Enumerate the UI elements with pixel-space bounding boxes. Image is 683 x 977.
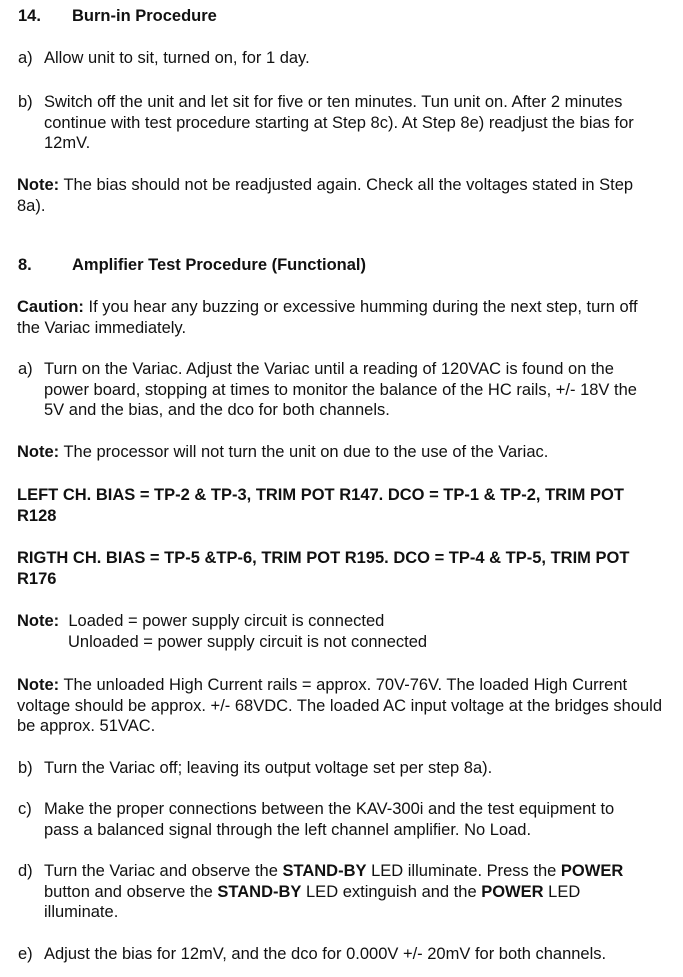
list-text: Switch off the unit and let sit for five or ten minutes. Tun unit on. After 2 minutes continue with test procedure starting at Step 8c). At Step 8e) readjust the bias for 12mV. xyxy=(44,93,634,152)
note-loaded-line: Loaded = power supply circuit is connected xyxy=(68,612,385,630)
text-run: LED extinguish and the xyxy=(301,882,482,901)
list-text xyxy=(44,861,658,923)
text-run: button and observe the xyxy=(44,882,218,901)
note-text: The unloaded High Current rails = approx. 70V-76V. The loaded High Current voltage should be approx. +/- 68VDC. The loaded AC input voltage at the bridges should be approx. 51VAC. xyxy=(17,676,662,735)
power-term: POWER xyxy=(481,882,544,901)
stand-by-term: STAND-BY xyxy=(282,862,367,880)
note-text: The processor will not turn the unit on due to the use of the Variac. xyxy=(59,443,549,461)
text-run: LED illuminate. Press the xyxy=(366,862,561,880)
list-text: Turn on the Variac. Adjust the Variac until a reading of 120VAC is found on the power board, stopping at times to monitor the balance of the HC rails, +/- 18V the 5V and the bias, and the dco for both channels. xyxy=(44,360,637,419)
section-title: Burn-in Procedure xyxy=(72,7,217,25)
list-item-8e xyxy=(18,944,678,965)
list-item-8d xyxy=(18,861,658,923)
section-number: 8. xyxy=(18,256,32,274)
note-unloaded-line: Unloaded = power supply circuit is not connected xyxy=(68,632,428,651)
note-label: Note: xyxy=(17,612,60,630)
left-channel-bias: LEFT CH. BIAS = TP-2 & TP-3, TRIM POT R147. DCO = TP-1 & TP-2, TRIM POT R128 xyxy=(17,486,624,525)
caution-text: If you hear any buzzing or excessive humming during the next step, turn off the Variac immediately. xyxy=(17,298,638,337)
list-text: Turn the Variac off; leaving its output voltage set per step 8a). xyxy=(44,759,493,777)
section-8-heading xyxy=(18,255,366,276)
list-label: d) xyxy=(18,862,33,880)
note-label: Note: xyxy=(17,676,60,694)
note-text: The bias should not be readjusted again. Check all the voltages stated in Step 8a). xyxy=(17,176,634,215)
note-14 xyxy=(17,175,657,216)
note-label: Note: xyxy=(17,176,60,194)
section-number: 14. xyxy=(18,7,41,25)
note-processor xyxy=(17,442,667,463)
list-item-8b xyxy=(18,758,668,779)
list-item-14a xyxy=(18,48,668,69)
text-run: LED illuminate. xyxy=(44,882,581,921)
stand-by-term: STAND-BY xyxy=(217,882,302,901)
note-high-current xyxy=(17,675,662,737)
power-term: POWER xyxy=(560,862,624,880)
caution-paragraph xyxy=(17,297,647,338)
text-run: Turn the Variac and observe the xyxy=(44,862,283,880)
note-label: Note: xyxy=(17,443,60,461)
list-label: a) xyxy=(18,360,33,378)
section-title: Amplifier Test Procedure (Functional) xyxy=(72,256,366,274)
note-loaded-unloaded xyxy=(17,611,667,652)
list-label: b) xyxy=(18,93,33,111)
list-item-8a xyxy=(18,359,646,421)
caution-label: Caution: xyxy=(17,298,84,316)
list-label: c) xyxy=(18,800,32,818)
list-text: Make the proper connections between the KAV-300i and the test equipment to pass a balanced signal through the left channel amplifier. No Load. xyxy=(44,800,615,839)
list-item-14b xyxy=(18,92,638,154)
list-label: e) xyxy=(18,945,33,963)
list-label: b) xyxy=(18,759,33,777)
list-label: a) xyxy=(18,49,33,67)
section-14-heading xyxy=(18,6,217,27)
right-channel-bias: RIGTH CH. BIAS = TP-5 &TP-6, TRIM POT R195. DCO = TP-4 & TP-5, TRIM POT R176 xyxy=(17,549,630,588)
list-item-8c xyxy=(18,799,643,840)
list-text: Adjust the bias for 12mV, and the dco for 0.000V +/- 20mV for both channels. xyxy=(44,945,607,963)
list-text: Allow unit to sit, turned on, for 1 day. xyxy=(44,49,310,67)
